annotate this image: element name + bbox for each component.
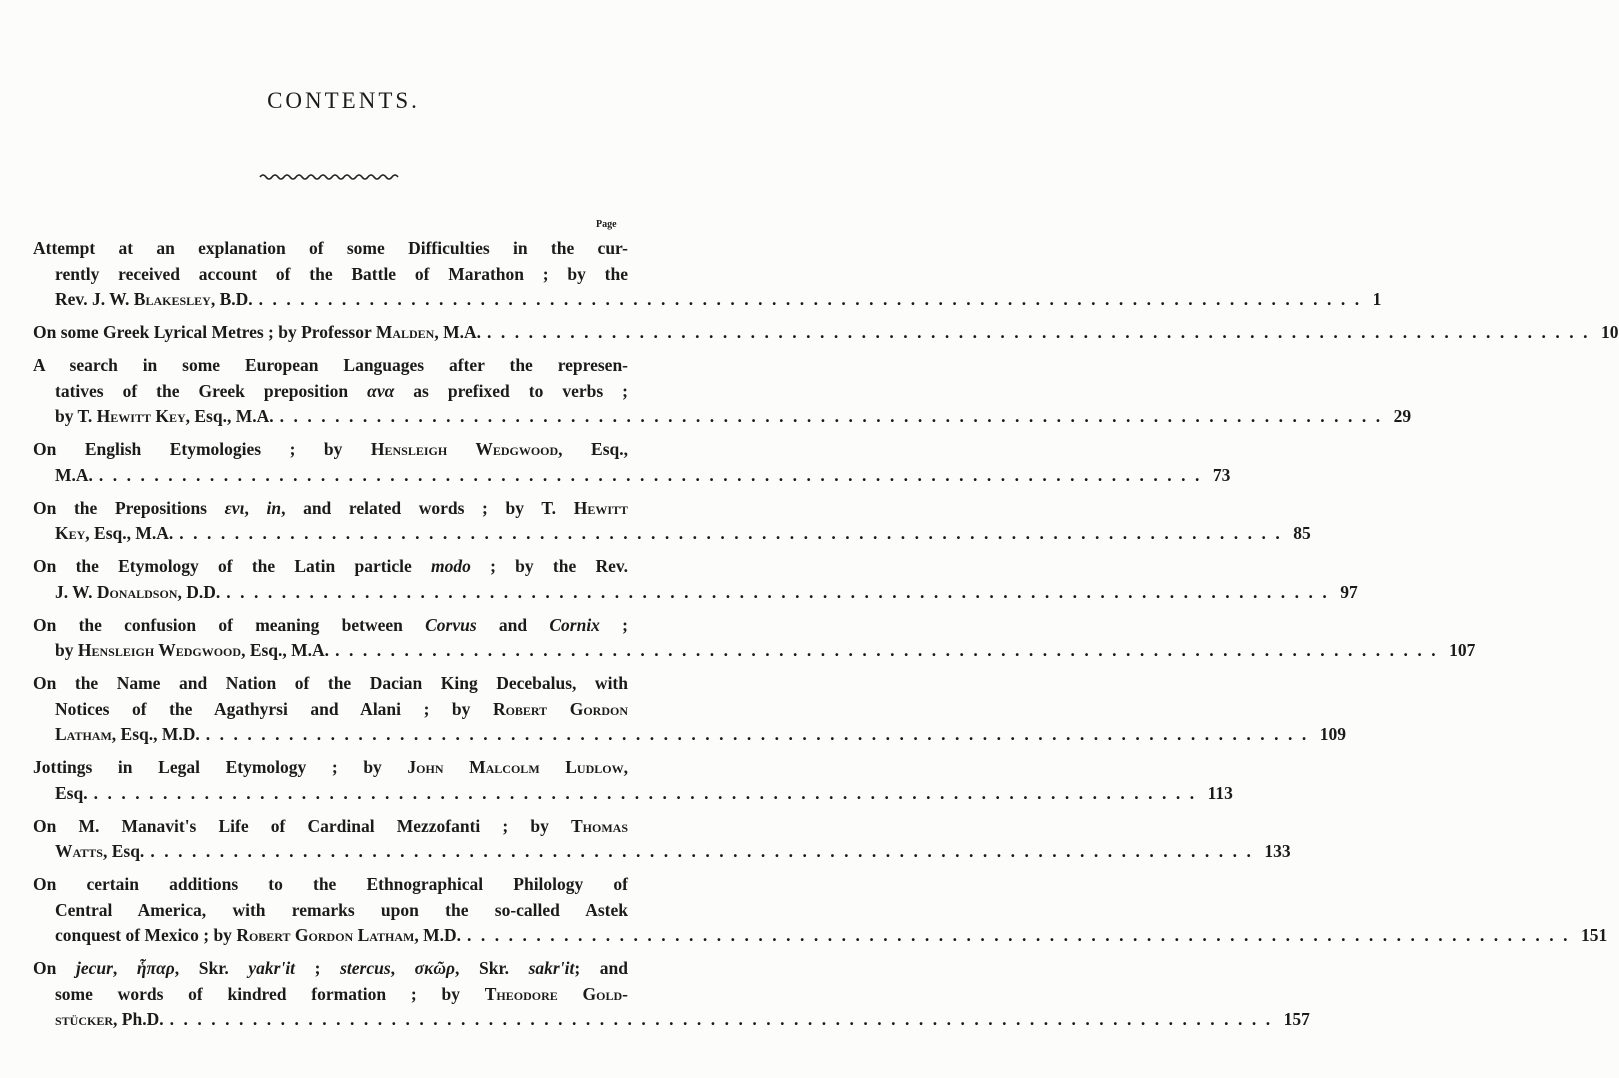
dot-leader: ................................................................................ [226, 581, 1337, 602]
author-name: Key [55, 523, 86, 543]
dot-leader: ................................................................................ [205, 724, 1316, 744]
page-number: 1 [1372, 289, 1382, 309]
toc-entry [33, 872, 1608, 949]
entry-text: , Esq., M.A. [241, 640, 330, 660]
toc-entry-line [33, 287, 1382, 313]
dot-leader: ................................................................................ [258, 289, 1369, 309]
entry-text: ; by the Rev. [470, 556, 629, 576]
page-number: 157 [1283, 1009, 1310, 1029]
author-name: Watts [55, 841, 103, 861]
entry-text: and [476, 614, 550, 635]
toc-entry-line [33, 814, 628, 840]
author-name: Hensleigh Wedgwood [370, 439, 559, 459]
toc-entry-line [33, 353, 628, 379]
entry-text: , M.A. [434, 322, 481, 342]
entry-text: , Skr. [174, 958, 249, 978]
italic-term: Corvus [425, 614, 477, 635]
toc-entry-line [33, 379, 628, 405]
entry-text: Central America, with remarks upon the so-called Astek [55, 899, 628, 920]
author-name: Theodore Gold- [484, 983, 628, 1004]
author-name: Hensleigh Wedgwood [77, 640, 242, 660]
entry-text: , [244, 497, 267, 518]
entry-text: , M.D. [414, 925, 462, 945]
entry-text: tatives of the Greek preposition [55, 380, 368, 401]
italic-term: modo [431, 556, 471, 576]
author-name: Hewitt Key [96, 406, 186, 426]
italic-term: sakr'it [528, 958, 575, 978]
author-name: stücker [55, 1009, 114, 1029]
entry-text: Attempt at an explanation of some Difficulties in the cur- [33, 238, 628, 258]
dot-leader: ................................................................................ [467, 925, 1578, 945]
entry-text: , Esq., [558, 439, 628, 459]
page-number: 133 [1264, 841, 1291, 861]
entry-text: ; and [574, 958, 628, 978]
toc-entry-line [33, 580, 1358, 606]
dot-leader: ................................................................................ [487, 322, 1597, 342]
entry-text: Jottings in Legal Etymology ; by [33, 757, 408, 777]
author-name: Robert Gordon Latham [236, 925, 415, 945]
entry-text: , and related words ; by T. [281, 497, 574, 518]
toc-entry-line [33, 404, 1412, 430]
entry-text: conquest of Mexico ; by [55, 925, 237, 945]
entry-text: On some Greek Lyrical Metres ; by Professor [33, 322, 376, 342]
toc-entry [33, 814, 1291, 865]
entry-text: rently received account of the Battle of Marathon ; by the [55, 263, 628, 284]
author-name: Blakesley [133, 289, 211, 309]
toc-entry-line [33, 262, 628, 288]
author-name: Robert Gordon [492, 698, 628, 719]
italic-term: jecur [75, 958, 113, 978]
page-number: 73 [1212, 464, 1231, 485]
entry-text: , Esq., M.D. [111, 724, 200, 744]
entry-text: , Ph.D. [113, 1009, 164, 1029]
toc-entry [33, 437, 1231, 488]
entry-text: , D.D. [177, 581, 221, 602]
entry-text: , Esq., M.A. [185, 406, 274, 426]
entry-text: On the confusion of meaning between [33, 614, 426, 635]
entry-text: , [112, 958, 137, 978]
wavy-rule-ornament [258, 170, 402, 184]
entry-text: , Esq. [102, 841, 145, 861]
toc-entry-line [33, 1007, 1310, 1033]
italic-term: σκῶρ [414, 958, 456, 978]
entry-text: as prefixed to verbs ; [394, 380, 628, 401]
page-number: 151 [1581, 925, 1608, 945]
italic-term: ανα [367, 380, 395, 401]
page-number: 97 [1340, 581, 1358, 602]
entry-text: On the Prepositions [33, 497, 225, 518]
dot-leader: ................................................................................ [169, 1009, 1280, 1029]
page-number: 109 [1319, 724, 1347, 744]
dot-leader: ................................................................................ [335, 640, 1446, 660]
entry-text: by T. [55, 406, 97, 426]
toc-entry-line [33, 638, 1476, 664]
author-name: Hewitt [573, 497, 628, 518]
author-name: Donaldson [96, 581, 178, 602]
toc-entry [33, 320, 1619, 346]
italic-term: Cornix [549, 614, 600, 635]
entry-text: On [33, 958, 76, 978]
entry-text: M.A. [55, 464, 93, 485]
toc-entry-line [33, 554, 628, 580]
toc-entry [33, 496, 1311, 547]
dot-leader: ................................................................................ [179, 523, 1290, 543]
author-name: John Malcolm Ludlow [407, 757, 624, 777]
page-column-label: Page [596, 219, 617, 230]
page-number: 85 [1293, 523, 1311, 543]
author-name: Thomas [570, 815, 628, 836]
italic-term: ἧπαρ [136, 958, 175, 978]
entry-text: , [390, 958, 415, 978]
toc-entry-line [33, 722, 1347, 748]
toc-entry-line [33, 496, 628, 522]
toc-entry-line [33, 320, 1619, 346]
toc-entry-line [33, 671, 628, 697]
page-number: 10 [1601, 322, 1619, 342]
toc-entry-line [33, 697, 628, 723]
page-number: 113 [1207, 782, 1233, 803]
entry-text: some words of kindred formation ; by [55, 983, 485, 1004]
italic-term: ενι [224, 497, 245, 518]
dot-leader: ................................................................................ [93, 782, 1204, 803]
entry-text: Notices of the Agathyrsi and Alani ; by [55, 698, 493, 719]
entry-text: On M. Manavit's Life of Cardinal Mezzofanti ; by [33, 815, 571, 836]
toc-entry-line [33, 236, 628, 262]
entry-text: , B.D. [210, 289, 253, 309]
entry-text: On English Etymologies ; by [33, 439, 371, 459]
toc-entry-line [33, 613, 628, 639]
italic-term: yakr'it [248, 958, 296, 978]
toc-entry [33, 755, 1233, 806]
entry-text: by [55, 640, 78, 660]
entry-text: On certain additions to the Ethnographical Philology of [33, 874, 628, 894]
entry-text: ; [599, 614, 629, 635]
toc-entry-line [33, 463, 1231, 489]
toc-entry-line [33, 898, 628, 924]
entry-text: On the Name and Nation of the Dacian King Decebalus, with [33, 673, 628, 693]
page-title: CONTENTS. [267, 88, 420, 113]
entry-text: Esq. [55, 782, 88, 803]
italic-term: stercus [340, 958, 391, 978]
page-number: 29 [1393, 406, 1412, 426]
dot-leader: ................................................................................ [98, 464, 1209, 485]
entry-text: , Skr. [455, 958, 529, 978]
italic-term: in [266, 497, 282, 518]
toc-entry-line [33, 781, 1233, 807]
toc-entry [33, 236, 1382, 313]
table-of-contents [33, 236, 1619, 1040]
toc-entry [33, 554, 1358, 605]
entry-text: On the Etymology of the Latin particle [33, 556, 432, 576]
toc-entry-line [33, 982, 628, 1008]
entry-text: , Esq., M.A. [85, 523, 174, 543]
toc-entry [33, 671, 1347, 748]
toc-entry-line [33, 956, 628, 982]
toc-entry [33, 956, 1310, 1033]
entry-text: A search in some European Languages after the represen- [33, 355, 628, 375]
toc-entry-line [33, 872, 628, 898]
toc-entry-line [33, 923, 1608, 949]
page-number: 107 [1449, 640, 1476, 660]
toc-entry-line [33, 839, 1291, 865]
toc-entry [33, 613, 1476, 664]
entry-text: ; [295, 958, 341, 978]
author-name: Malden [375, 322, 435, 342]
entry-text: J. W. [55, 581, 97, 602]
toc-entry-line [33, 521, 1311, 547]
toc-entry [33, 353, 1412, 430]
toc-entry-line [33, 755, 628, 781]
dot-leader: ................................................................................ [150, 841, 1261, 861]
author-name: Latham [55, 724, 112, 744]
dot-leader: ................................................................................ [279, 406, 1390, 426]
entry-text: Rev. J. W. [55, 289, 134, 309]
entry-text: , [623, 757, 628, 777]
toc-entry-line [33, 437, 628, 463]
